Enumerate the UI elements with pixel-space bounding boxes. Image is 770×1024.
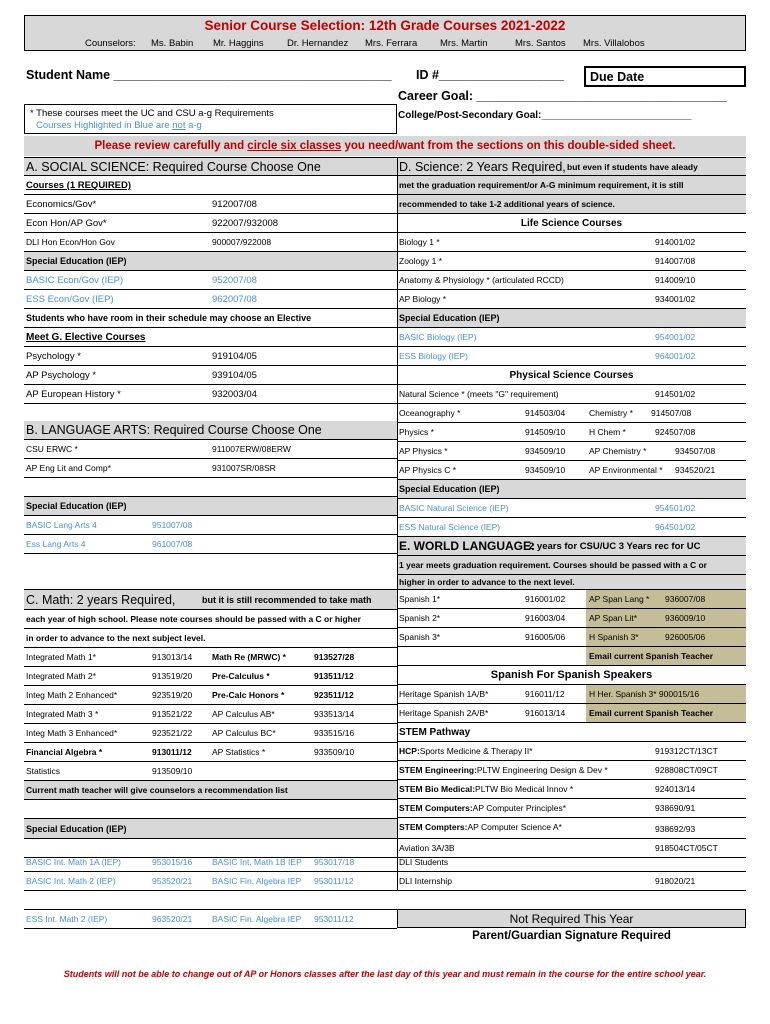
math-title: C. Math: 2 years Required, but it is still recommended to take math bbox=[24, 590, 397, 610]
counselor: Dr. Hernandez bbox=[287, 38, 349, 49]
special-ed-header: Special Education (IEP) bbox=[397, 309, 746, 328]
counselor: Mrs. Santos bbox=[515, 38, 566, 49]
counselor: Mrs. Villalobos bbox=[583, 38, 645, 49]
elective-title: Meet G. Elective Courses bbox=[24, 328, 397, 347]
table-row[interactable]: BASIC Econ/Gov (IEP) 952007/08 bbox=[24, 271, 397, 290]
table-row[interactable]: ESS Natural Science (IEP) 964501/02 bbox=[397, 518, 746, 537]
table-row[interactable]: DLI Internship 918020/21 bbox=[397, 872, 746, 891]
table-row[interactable]: Integrated Math 2* 913519/20 Pre-Calculus * 913511/12 bbox=[24, 667, 397, 686]
table-row[interactable]: AP Eng Lit and Comp* 931007SR/08SR bbox=[24, 459, 397, 478]
special-ed-header: Special Education (IEP) bbox=[24, 497, 397, 516]
table-row[interactable]: Natural Science * (meets "G" requirement) 914501/02 bbox=[397, 385, 746, 404]
table-row[interactable]: BASIC Int. Math 2 (IEP) 953520/21 BASIC Fin. Algebra IEP 953011/12 bbox=[24, 872, 397, 891]
table-row[interactable]: AP Physics * 934509/10 AP Chemistry * 934507/08 bbox=[397, 442, 746, 461]
table-row[interactable]: STEM Engineering: PLTW Engineering Design & Dev * 928808CT/09CT bbox=[397, 761, 746, 780]
spacer-row bbox=[24, 554, 397, 590]
table-row[interactable]: Integ Math 3 Enhanced* 923521/22 AP Calculus BC* 933515/16 bbox=[24, 724, 397, 743]
id-field[interactable]: ID #__________________ bbox=[416, 68, 565, 82]
table-row[interactable]: Aviation 3A/3B 918504CT/05CT bbox=[397, 839, 746, 858]
career-goal-field[interactable]: Career Goal: ____________________________________ bbox=[398, 89, 727, 103]
not-required-box[interactable]: Not Required This Year bbox=[397, 909, 746, 928]
elective-note: Students who have room in their schedule may choose an Elective bbox=[24, 309, 397, 328]
table-row[interactable]: ESS Econ/Gov (IEP) 962007/08 bbox=[24, 290, 397, 309]
table-row[interactable]: DLI Hon Econ/Hon Gov 900007/922008 bbox=[24, 233, 397, 252]
table-row[interactable]: STEM Computers: AP Computer Principles* 938690/91 bbox=[397, 799, 746, 818]
table-row[interactable]: Oceanography * 914503/04 Chemistry * 914507/08 bbox=[397, 404, 746, 423]
table-row[interactable]: Integrated Math 3 * 913521/22 AP Calculus AB* 933513/14 bbox=[24, 705, 397, 724]
table-row[interactable]: BASIC Natural Science (IEP) 954501/02 bbox=[397, 499, 746, 518]
counselors-label: Counselors: bbox=[85, 38, 136, 49]
signature-label: Parent/Guardian Signature Required bbox=[472, 930, 671, 942]
social-science-title: A. SOCIAL SCIENCE: Required Course Choose One bbox=[24, 157, 397, 176]
table-row[interactable]: Heritage Spanish 2A/B* 916013/14 Email current Spanish Teacher bbox=[397, 704, 746, 723]
science-note: recommended to take 1-2 additional years of science. bbox=[397, 195, 746, 214]
counselor: Ms. Babin bbox=[151, 38, 194, 49]
table-row[interactable]: Statistics 913509/10 bbox=[24, 762, 397, 781]
table-row[interactable]: Spanish 3* 916005/06 H Spanish 3* 926005/06 bbox=[397, 628, 746, 647]
special-ed-header: Special Education (IEP) bbox=[24, 819, 397, 839]
spacer-row bbox=[24, 478, 397, 497]
table-row[interactable]: Ess Lang Arts 4 961007/08 bbox=[24, 535, 397, 554]
math-rec-row: Current math teacher will give counselors a recommendation list bbox=[24, 781, 397, 800]
email-teacher-row: Email current Spanish Teacher bbox=[397, 647, 746, 666]
ag-note-box bbox=[24, 104, 397, 134]
physical-science-header: Physical Science Courses bbox=[397, 366, 746, 385]
college-goal-field[interactable]: College/Post-Secondary Goal:___________________________ bbox=[398, 110, 692, 121]
counselor: Mr. Haggins bbox=[213, 38, 264, 49]
page-title: Senior Course Selection: 12th Grade Courses 2021-2022 bbox=[204, 18, 566, 33]
language-arts-title: B. LANGUAGE ARTS: Required Course Choose One bbox=[24, 421, 397, 440]
special-ed-header: Special Education (IEP) bbox=[24, 252, 397, 271]
table-row[interactable]: CSU ERWC * 911007ERW/08ERW bbox=[24, 440, 397, 459]
table-row[interactable]: Biology 1 * 914001/02 bbox=[397, 233, 746, 252]
math-note: each year of high school. Please note courses should be passed with a C or higher bbox=[24, 610, 397, 629]
spacer-row bbox=[24, 891, 397, 910]
table-row[interactable]: STEM Bio Medical: PLTW Bio Medical Innov * 924013/14 bbox=[397, 780, 746, 799]
table-row[interactable]: Zoology 1 * 914007/08 bbox=[397, 252, 746, 271]
table-row[interactable]: Physics * 914509/10 H Chem * 924507/08 bbox=[397, 423, 746, 442]
spacer-row bbox=[24, 800, 397, 819]
blue-note: Courses Highlighted in Blue are not a-g bbox=[36, 120, 202, 131]
science-title: D. Science: 2 Years Required, but even if students have aleady bbox=[397, 157, 746, 176]
table-row[interactable]: Integrated Math 1* 913013/14 Math Re (MRWC) * 913527/28 bbox=[24, 648, 397, 667]
table-row[interactable]: Econ Hon/AP Gov* 922007/932008 bbox=[24, 214, 397, 233]
counselor: Mrs. Ferrara bbox=[365, 38, 418, 49]
table-row[interactable]: BASIC Biology (IEP) 954001/02 bbox=[397, 328, 746, 347]
table-row[interactable]: Spanish 1* 916001/02 AP Span Lang * 936007/08 bbox=[397, 590, 746, 609]
header-box bbox=[24, 15, 746, 51]
table-row[interactable]: STEM Compters: AP Computer Science A* 938692/93 bbox=[397, 818, 746, 839]
table-row[interactable]: Economics/Gov* 912007/08 bbox=[24, 195, 397, 214]
stem-title: STEM Pathway bbox=[397, 723, 746, 742]
counselor: Mrs. Martin bbox=[440, 38, 488, 49]
table-row[interactable]: DLI Students bbox=[397, 853, 746, 872]
life-science-header: Life Science Courses bbox=[397, 214, 746, 233]
table-row[interactable]: HCP: Sports Medicine & Therapy II* 919312CT/13CT bbox=[397, 742, 746, 761]
table-row[interactable]: AP Physics C * 934509/10 AP Environmental * 934520/21 bbox=[397, 461, 746, 480]
table-row[interactable]: ESS Biology (IEP) 964001/02 bbox=[397, 347, 746, 366]
table-row[interactable]: Psychology * 919104/05 bbox=[24, 347, 397, 366]
science-note: met the graduation requirement/or A-G minimum requirement, it is still bbox=[397, 176, 746, 195]
table-row[interactable]: Anatomy & Physiology * (articulated RCCD) 914009/10 bbox=[397, 271, 746, 290]
special-ed-header: Special Education (IEP) bbox=[397, 480, 746, 499]
ag-note: * These courses meet the UC and CSU a-g Requirements bbox=[30, 108, 274, 119]
table-row[interactable]: Heritage Spanish 1A/B* 916011/12 H Her. Spanish 3* 900015/16 bbox=[397, 685, 746, 704]
warning-note: Students will not be able to change out of AP or Honors classes after the last day of this year and must remain in the course for the entire school year. bbox=[63, 969, 707, 979]
sfs-header: Spanish For Spanish Speakers bbox=[397, 666, 746, 685]
math-note: in order to advance to the next subject level. bbox=[24, 629, 397, 648]
review-banner: Please review carefully and circle six classes you need/want from the sections on this double-sided sheet. bbox=[24, 136, 746, 156]
world-language-title: E. WORLD LANGUAGE: 2 years for CSU/UC 3 Years rec for UC bbox=[397, 537, 746, 556]
table-row[interactable]: ESS Int. Math 2 (IEP) 963520/21 BASIC Fin. Algebra IEP 953011/12 bbox=[24, 910, 397, 929]
table-row[interactable]: Integ Math 2 Enhanced* 923519/20 Pre-Calc Honors * 923511/12 bbox=[24, 686, 397, 705]
table-row[interactable]: AP Psychology * 939104/05 bbox=[24, 366, 397, 385]
table-row[interactable]: Financial Algebra * 913011/12 AP Statistics * 933509/10 bbox=[24, 743, 397, 762]
table-row[interactable]: BASIC Int. Math 1A (IEP) 953015/16 BASIC Int. Math 1B IEP 953017/18 bbox=[24, 853, 397, 872]
column-divider bbox=[397, 157, 398, 891]
world-note: higher in order to advance to the next level. bbox=[397, 575, 746, 590]
table-row[interactable]: Spanish 2* 916003/04 AP Span Lit* 936009/10 bbox=[397, 609, 746, 628]
table-row[interactable]: AP European History * 932003/04 bbox=[24, 385, 397, 404]
social-req-row: Courses (1 REQUIRED) bbox=[24, 176, 397, 195]
world-note: 1 year meets graduation requirement. Courses should be passed with a C or bbox=[397, 556, 746, 575]
due-date-box[interactable]: Due Date bbox=[584, 66, 746, 87]
table-row[interactable]: BASIC Lang Arts 4 951007/08 bbox=[24, 516, 397, 535]
student-name-field[interactable]: Student Name ________________________________________ bbox=[26, 68, 392, 82]
table-row[interactable]: AP Biology * 934001/02 bbox=[397, 290, 746, 309]
